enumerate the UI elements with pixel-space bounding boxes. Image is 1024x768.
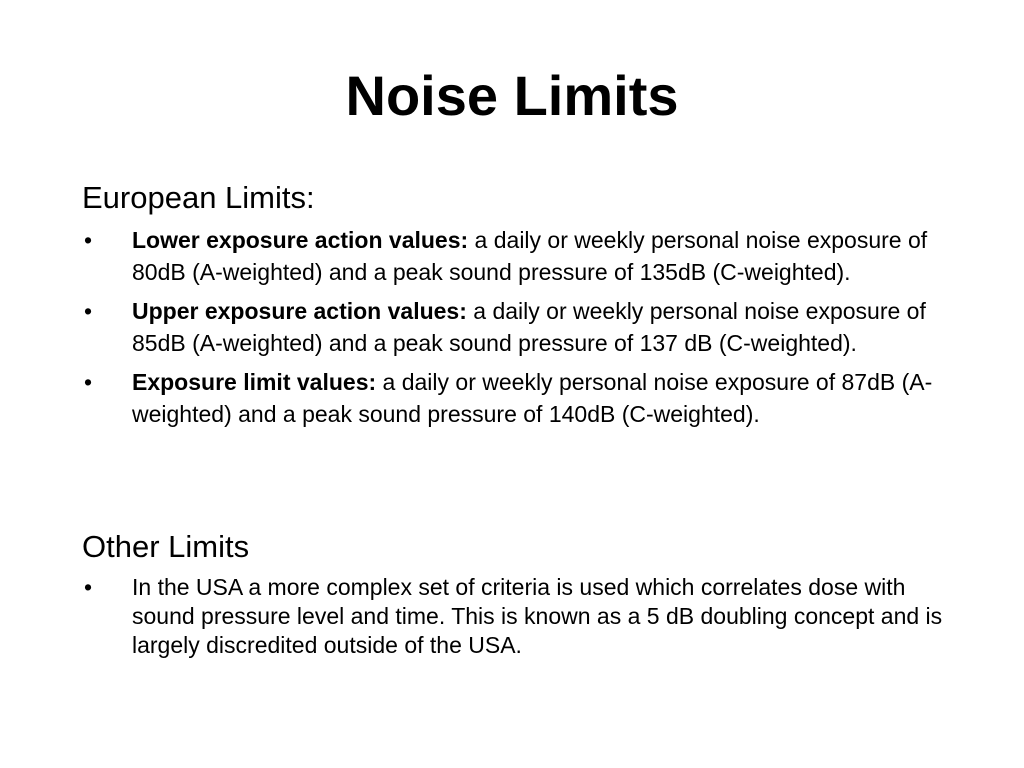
bullet-lead: Lower exposure action values: (132, 227, 469, 253)
list-item (82, 366, 972, 430)
bullet-icon: • (84, 369, 93, 395)
list-item (82, 295, 972, 359)
other-limits-list (82, 573, 972, 660)
section-heading-european-limits: European Limits: (82, 180, 315, 215)
bullet-icon: • (84, 227, 93, 253)
bullet-icon: • (84, 298, 93, 324)
bullet-lead: Upper exposure action values: (132, 298, 467, 324)
slide-title: Noise Limits (345, 64, 679, 127)
bullet-text: In the USA a more complex set of criteria is used which correlates dose with sound pressure level and time. This is known as a 5 dB doubling concept and is largely discredited outside of the USA. (132, 574, 943, 658)
bullet-icon: • (84, 574, 93, 600)
bullet-text: a daily or weekly personal noise exposure of 87dB (A-weighted) and a peak sound pressure of 140dB (C-weighted). (132, 369, 933, 427)
section-heading-other-limits: Other Limits (82, 529, 250, 564)
european-limits-list (82, 224, 972, 437)
bullet-text: a daily or weekly personal noise exposure of 85dB (A-weighted) and a peak sound pressure of 137 dB (C-weighted). (132, 298, 926, 356)
list-item (82, 573, 972, 660)
list-item (82, 224, 972, 288)
bullet-text: a daily or weekly personal noise exposure of 80dB (A-weighted) and a peak sound pressure of 135dB (C-weighted). (132, 227, 928, 285)
bullet-lead: Exposure limit values: (132, 369, 377, 395)
